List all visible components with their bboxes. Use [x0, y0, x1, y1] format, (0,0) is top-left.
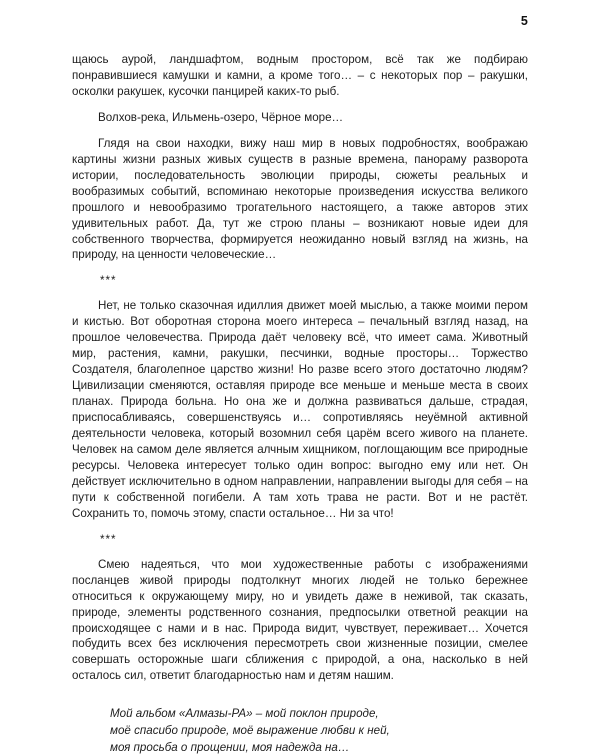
paragraph-findings: Глядя на свои находки, вижу наш мир в новых подробностях, воображаю картины жизни разных живых существ в разные времена, панораму разворота истории, последовательность эволюции природы, сюжеты реальных и вообразимых событий, вспоминаю некоторые произведения искусства великого прошлого и невообразимо трогательного настоящего, а также авторов этих удивительных работ. Да, тут же строю планы – возникают новые идеи для собственного творчества, формируется неожиданно новый взгляд на жизнь, на природу, на ценности человеческие…: [72, 136, 528, 264]
paragraph-places: Волхов-река, Ильмень-озеро, Чёрное море…: [72, 110, 528, 126]
paragraph-hope: Смею надеяться, что мои художественные работы с изображениями посланцев живой природы подтолкнут многих людей не только бережнее относиться к окружающему миру, но и увидеть даже в неживой, так сказать, природе, элементы родственного сознания, предпосылки ответной реакции на происходящее с нами и в нас. Природа видит, чувствует, переживает… Хочется побудить всех без исключения пересмотреть свои жизненные позиции, смелее совершать осторожные шаги сближения с природой, а она, насколько в ней осталось сил, ответит благодарностью нам и детям нашим.: [72, 557, 528, 685]
text-column: [72, 52, 528, 756]
verse-block: [72, 706, 528, 756]
section-separator-first: ***: [72, 273, 528, 289]
verse-line-3: моя просьба о прощении, моя надежда на…: [110, 740, 528, 756]
paragraph-continued: щаюсь аурой, ландшафтом, водным простором, всё так же подбираю понравившиеся камушки и камни, а кроме того… – с некоторых пор – ракушки, осколки ракушек, кусочки панцирей каких-то рыб.: [72, 52, 528, 100]
verse-line-2: моё спасибо природе, моё выражение любви к ней,: [110, 723, 528, 740]
section-separator-second: ***: [72, 532, 528, 548]
page-number: 5: [72, 14, 528, 28]
verse-line-1: Мой альбом «Алмазы-РА» – мой поклон природе,: [110, 706, 528, 723]
paragraph-nature-suffering: Нет, не только сказочная идиллия движет моей мыслью, а также моими пером и кистью. Вот оборотная сторона моего интереса – печальный взгляд назад, на прошлое человечества. Природа даёт человеку всё, что имеет сама. Животный мир, растения, камни, ракушки, песчинки, водные просторы… Торжество Создателя, благолепное царство жизни! Но разве всего этого достаточно людям? Цивилизации сменяются, оставляя природе все меньше и меньше места в своих планах. Природа больна. Но она же и должна развиваться дальше, страдая, приспосабливаясь, совершенствуясь и… сопротивляясь неуёмной активной деятельности человека, который возомнил себя царём всего живого на планете. Человек на самом деле является алчным хищником, поглощающим все природные ресурсы. Человека интересует только один вопрос: выгодно ему или нет. Он действует исключительно в одном направлении, направлении выгоды для себя – на пути к собственной погибели. А там хоть трава не расти. Вот и не растёт. Сохранить то, помочь этому, спасти остальное… Ни за что!: [72, 298, 528, 521]
